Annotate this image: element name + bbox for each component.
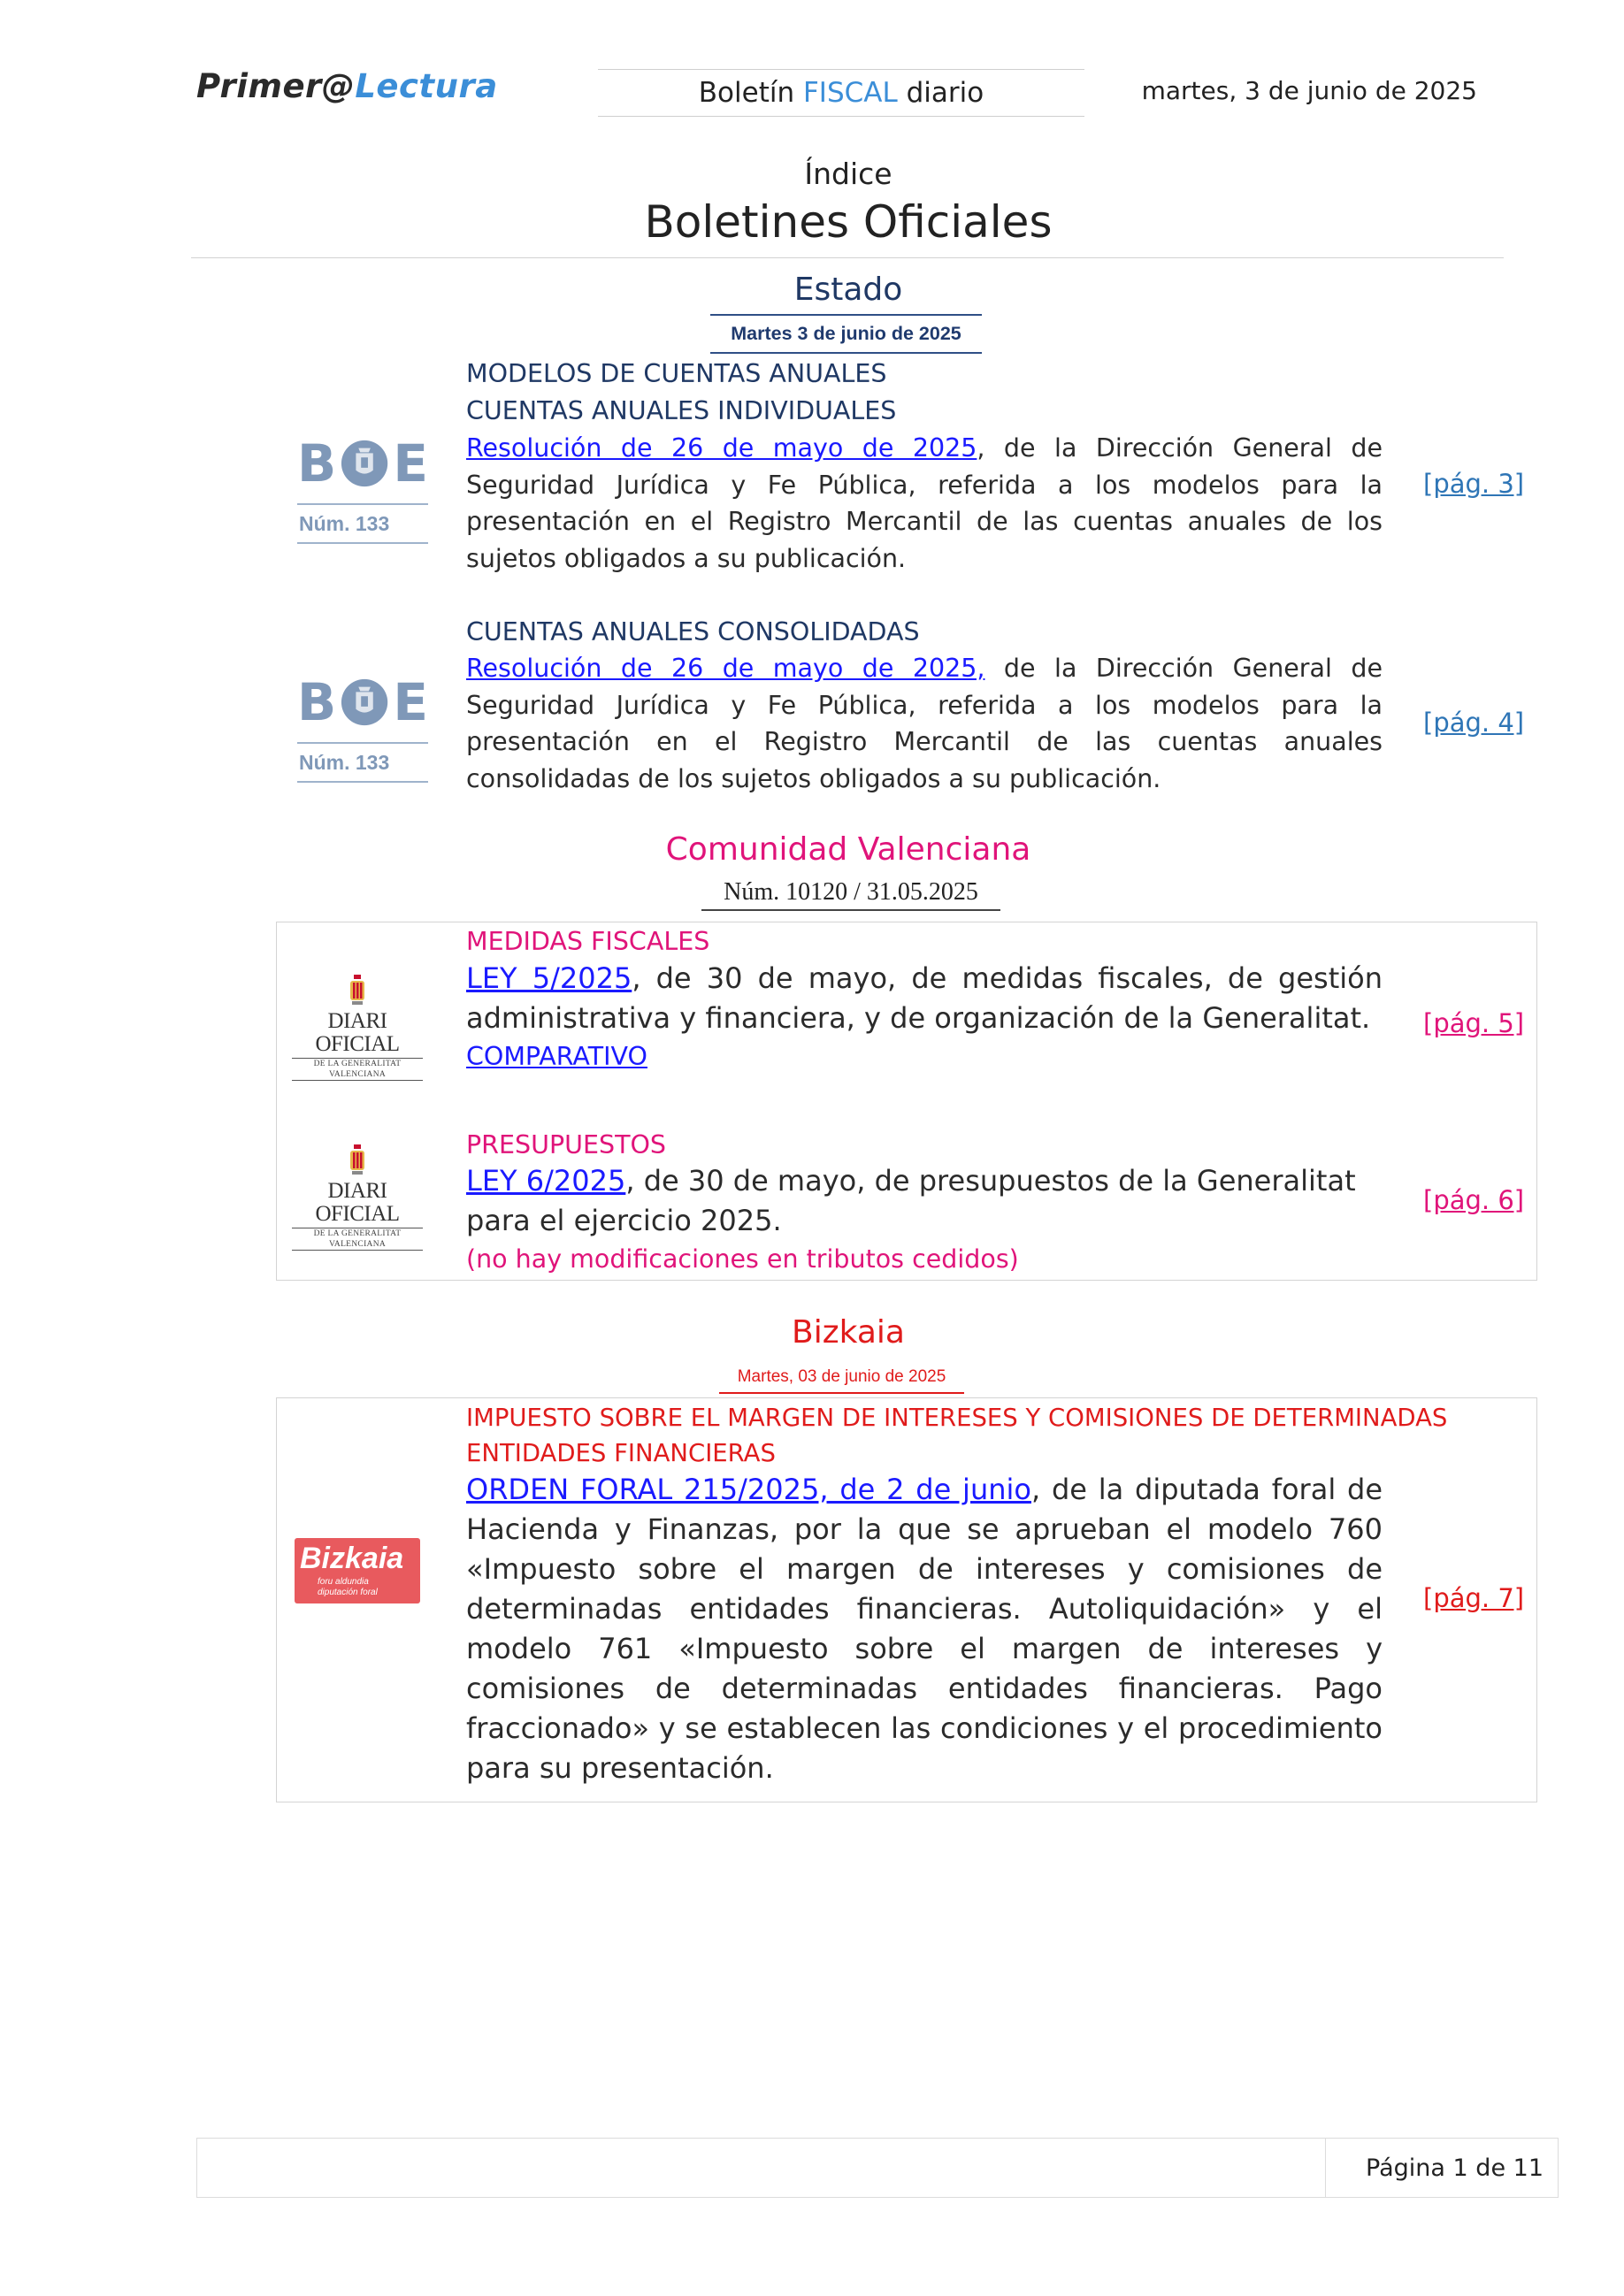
entry-description [466, 650, 1383, 797]
bulletin-name-accent: FISCAL [802, 77, 898, 109]
section-title-estado: Estado [793, 272, 903, 308]
coat-of-arms-icon [340, 677, 389, 728]
generalitat-emblem-icon [347, 975, 368, 1006]
page-link-7[interactable]: [pág. 7] [1423, 1583, 1525, 1613]
entry-note: (no hay modificaciones en tributos cedidos) [466, 1244, 1019, 1274]
comparativo-link[interactable]: COMPARATIVO [466, 1042, 647, 1071]
boe-issue-number: Núm. 133 [297, 503, 428, 544]
header-date: martes, 3 de junio de 2025 [1141, 76, 1477, 105]
bizkaia-date-badge: Martes, 03 de junio de 2025 [719, 1362, 964, 1394]
bulletin-name-pre: Boletín [698, 77, 803, 109]
entry-category: MEDIDAS FISCALES [466, 927, 710, 956]
entry-text: , de 30 de mayo, de medidas fiscales, de gestión administrativa y financiera, y de organización de la Generalitat. [466, 961, 1383, 1035]
boe-letter: E [393, 433, 428, 494]
boe-issue-number: Núm. 133 [297, 742, 428, 783]
brand-part-1: Primer@ [196, 67, 356, 105]
entry-category: MODELOS DE CUENTAS ANUALES [466, 359, 887, 388]
law-link[interactable]: LEY 5/2025 [466, 961, 632, 995]
boe-logo [297, 672, 428, 783]
dogv-logo-subtitle: DE LA GENERALITAT VALENCIANA [292, 1228, 423, 1251]
entry-description [466, 1470, 1383, 1788]
page-link-4[interactable]: [pág. 4] [1423, 708, 1525, 738]
bulletin-name-post: diario [897, 77, 984, 109]
section-title-bizkaia: Bizkaia [792, 1314, 905, 1351]
dogv-logo-title: DIARI OFICIAL [315, 1009, 400, 1056]
generalitat-emblem-icon [347, 1144, 368, 1176]
brand-logo [196, 67, 498, 105]
entry-text: , de la Dirección General de Seguridad Jurídica y Fe Pública, referida a los modelos para la presentación en el Registro Mercantil de las cuentas anuales de los sujetos obligados a su publicación. [466, 433, 1383, 573]
entry-subcategory: ENTIDADES FINANCIERAS [466, 1439, 776, 1467]
index-heading: Índice [804, 157, 892, 191]
entry-subcategory: CUENTAS ANUALES INDIVIDUALES [466, 396, 897, 425]
boe-letters [297, 433, 428, 494]
bizkaia-logo-title: Bizkaia [300, 1542, 404, 1575]
entry-description [466, 1161, 1383, 1241]
bizkaia-logo-subtitle-2: diputación foral [318, 1588, 378, 1597]
boe-letter: E [393, 672, 428, 732]
entry-category: PRESUPUESTOS [466, 1130, 667, 1159]
entry-text: de la Dirección General de Seguridad Jurídica y Fe Pública, referida a los modelos para la presentación en el Registro Mercantil de las cuentas anuales consolidadas de los sujetos obligados a su publicación. [466, 654, 1383, 793]
dogv-logo [292, 975, 423, 1081]
dogv-logo [292, 1144, 423, 1251]
entry-category: CUENTAS ANUALES CONSOLIDADAS [466, 617, 920, 647]
resolution-link[interactable]: Resolución de 26 de mayo de 2025 [466, 433, 977, 463]
entry-description [466, 959, 1383, 1038]
boe-logo [297, 433, 428, 544]
bizkaia-logo [295, 1538, 420, 1603]
section-title-valenciana: Comunidad Valenciana [665, 831, 1031, 868]
entry-text: , de 30 de mayo, de presupuestos de la Generalitat para el ejercicio 2025. [466, 1164, 1356, 1237]
bulletin-name [598, 69, 1084, 117]
entry-category: IMPUESTO SOBRE EL MARGEN DE INTERESES Y COMISIONES DE DETERMINADAS [466, 1404, 1448, 1432]
boe-letter: B [297, 433, 337, 494]
page-link-6[interactable]: [pág. 6] [1423, 1185, 1525, 1215]
page-link-5[interactable]: [pág. 5] [1423, 1008, 1525, 1038]
entry-description [466, 430, 1383, 577]
coat-of-arms-icon [340, 438, 389, 489]
dogv-logo-title: DIARI OFICIAL [315, 1179, 400, 1226]
resolution-link[interactable]: Resolución de 26 de mayo de 2025, [466, 654, 985, 683]
boe-letter: B [297, 672, 337, 732]
page-footer [196, 2138, 1559, 2198]
page-link-3[interactable]: [pág. 3] [1423, 469, 1525, 499]
orden-foral-link[interactable]: ORDEN FORAL 215/2025, de 2 de junio [466, 1473, 1031, 1506]
boe-letters [297, 672, 428, 732]
title-divider [191, 257, 1504, 258]
brand-part-2: Lectura [355, 67, 498, 105]
entry-text: , de la diputada foral de Hacienda y Finanzas, por la que se aprueban el modelo 760 «Impuesto sobre el margen de intereses y comisiones de determinadas entidades financieras. Autoliquidación» y el modelo 761 «Impuesto sobre el margen de intereses y comisiones de determinadas entidades financieras. Pago fraccionado» y se establecen las condiciones y el procedimiento para su presentación. [466, 1473, 1383, 1785]
estado-date-badge: Martes 3 de junio de 2025 [710, 314, 982, 354]
dogv-logo-subtitle: DE LA GENERALITAT VALENCIANA [292, 1058, 423, 1081]
bizkaia-logo-subtitle-1: foru aldundia [318, 1577, 369, 1587]
law-link[interactable]: LEY 6/2025 [466, 1164, 626, 1198]
page-number: Página 1 de 11 [1366, 2154, 1544, 2182]
footer-divider [1325, 2139, 1326, 2197]
page-title: Boletines Oficiales [644, 196, 1053, 248]
valenciana-issue-badge: Núm. 10120 / 31.05.2025 [701, 876, 1000, 911]
